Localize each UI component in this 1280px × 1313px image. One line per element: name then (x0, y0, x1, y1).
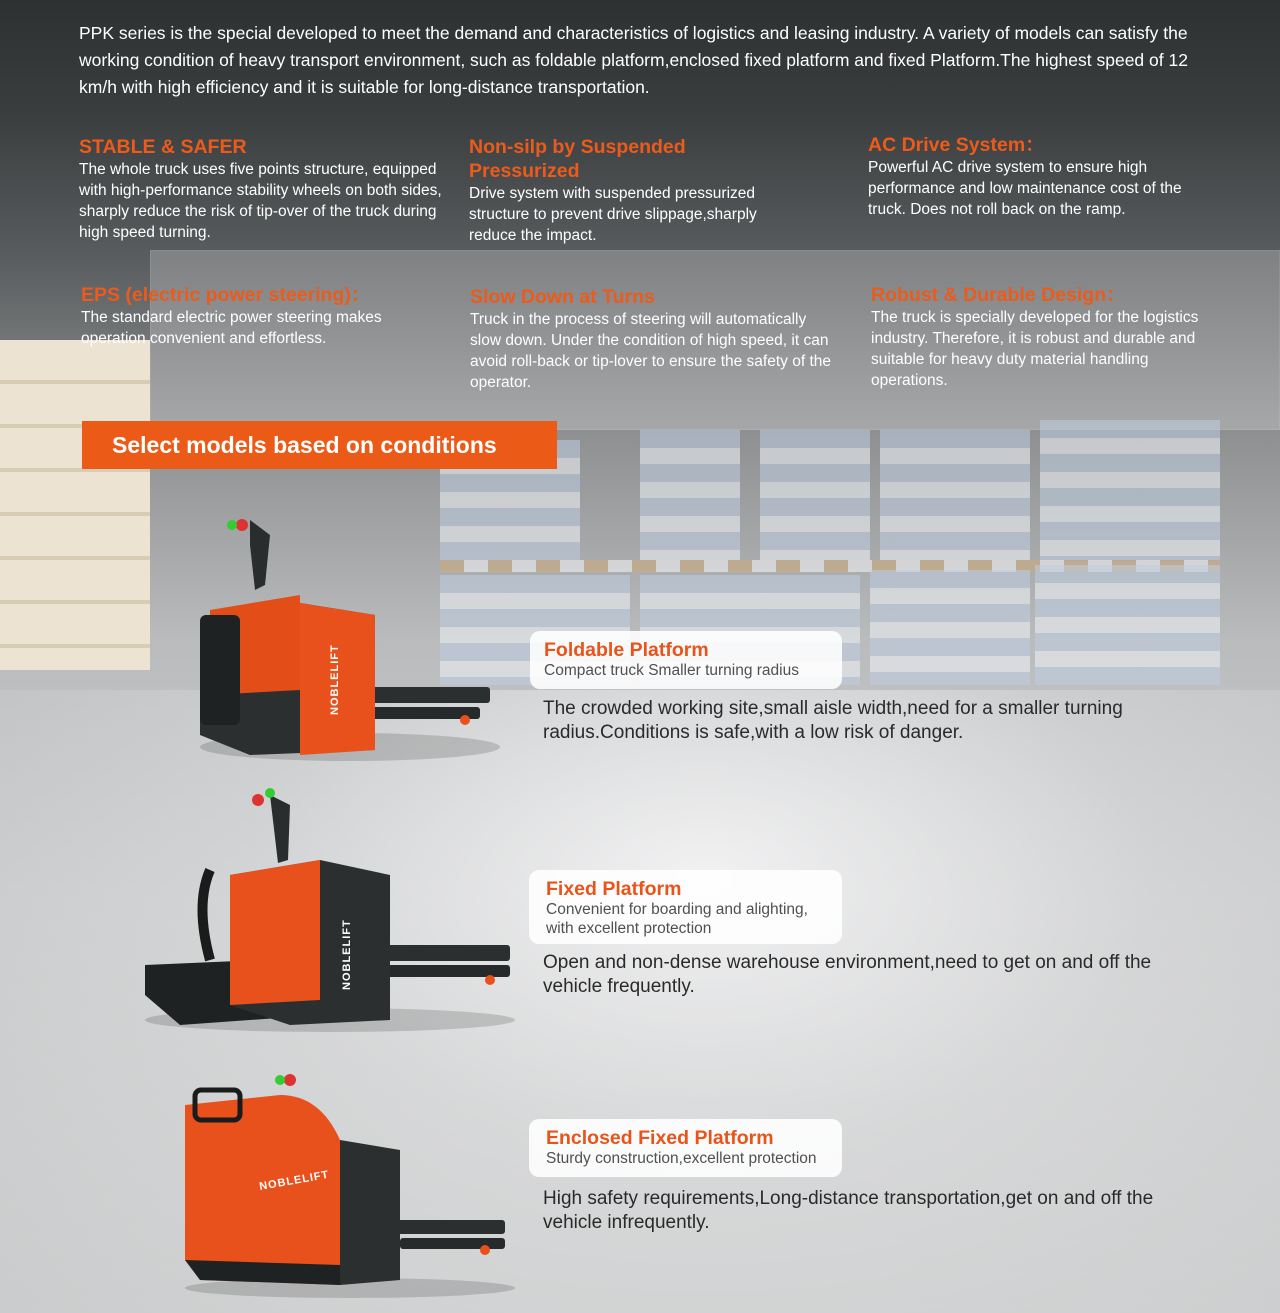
feature-text: The truck is specially developed for the logistics industry. Therefore, it is robust and durable and suitable for heavy duty material handling operations. (871, 309, 1199, 389)
truck-brand: NOBLELIFT (329, 644, 341, 715)
feature-title: STABLE & SAFER (79, 136, 247, 158)
model-subtitle: Sturdy construction,excellent protection (546, 1150, 817, 1167)
feature-ac-drive (868, 133, 1198, 220)
feature-title: EPS (electric power steering)： (81, 284, 371, 306)
intro-paragraph: PPK series is the special developed to meet the demand and characteristics of logistics and leasing industry. A variety of models can satisfy the working condition of heavy transport environment, such as foldable platform,enclosed fixed platform and fixed Platform.The highest speed of 12 km/h with high efficiency and it is suitable for long-distance transportation. (79, 23, 1188, 97)
truck-brand: NOBLELIFT (258, 1168, 331, 1193)
model-title: Fixed Platform (546, 878, 682, 900)
fixed-platform-truck-image (140, 785, 520, 1035)
model-subtitle: Convenient for boarding and alighting, with excellent protection (546, 901, 808, 937)
model-card-enclosed (529, 1119, 842, 1177)
model-title: Enclosed Fixed Platform (546, 1127, 774, 1149)
feature-text: The standard electric power steering makes operation convenient and effortless. (81, 309, 382, 347)
foldable-platform-truck-image (190, 515, 500, 765)
model-card-fixed (529, 870, 842, 944)
model-card-foldable (530, 631, 842, 689)
feature-text: Powerful AC drive system to ensure high performance and low maintenance cost of the truck. Does not roll back on the ramp. (868, 159, 1182, 218)
model-description: The crowded working site,small aisle width,need for a smaller turning radius.Conditions is safe,with a low risk of danger. (543, 698, 1123, 743)
feature-stable-safer (79, 135, 449, 243)
select-models-banner: Select models based on conditions (82, 421, 557, 469)
feature-title: Non-silp by Suspended Pressurized (469, 136, 686, 182)
model-description: Open and non-dense warehouse environment,need to get on and off the vehicle frequently. (543, 952, 1152, 997)
feature-title: AC Drive System： (868, 134, 1045, 156)
feature-slow-down (470, 285, 840, 393)
model-title: Foldable Platform (544, 639, 709, 661)
model-subtitle: Compact truck Smaller turning radius (544, 662, 799, 679)
enclosed-fixed-platform-truck-image (180, 1070, 520, 1300)
truck-brand: NOBLELIFT (341, 919, 353, 990)
feature-text: Truck in the process of steering will automatically slow down. Under the condition of high speed, it can avoid roll-back or tip-lover to ensure the safety of the operator. (470, 311, 831, 391)
feature-title: Slow Down at Turns (470, 286, 655, 308)
feature-text: The whole truck uses five points structure, equipped with high-performance stability wheels on both sides, sharply reduce the risk of tip-over of the truck during high speed turning. (79, 161, 442, 241)
feature-text: Drive system with suspended pressurized structure to prevent drive slippage,sharply reduce the impact. (469, 185, 757, 244)
feature-title: Robust & Durable Design： (871, 284, 1126, 306)
feature-robust (871, 283, 1206, 391)
model-description: High safety requirements,Long-distance transportation,get on and off the vehicle infrequently. (543, 1188, 1154, 1233)
feature-eps (81, 283, 421, 349)
feature-non-slip (469, 135, 799, 246)
